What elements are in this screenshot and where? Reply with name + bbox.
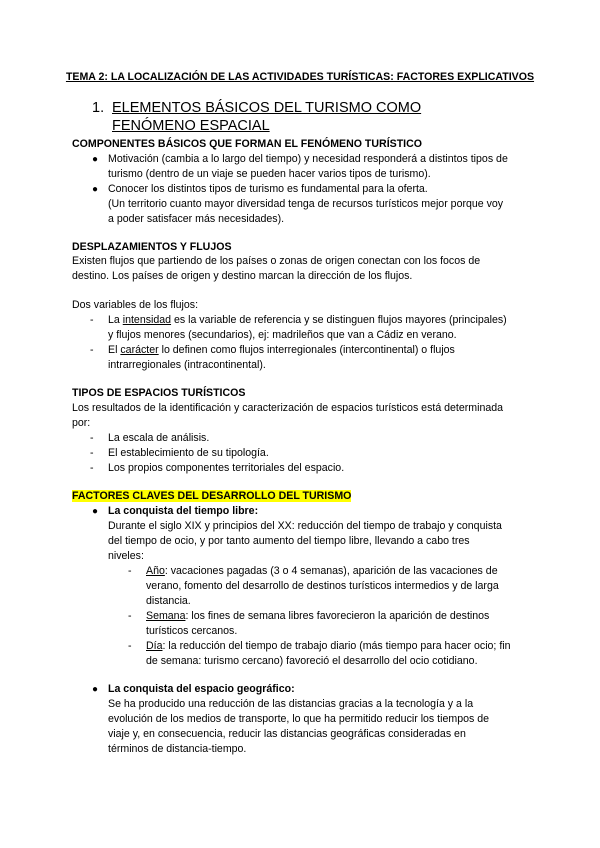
section-title: ELEMENTOS BÁSICOS DEL TURISMO COMO FENÓMENO ESPACIAL (112, 100, 422, 134)
components-bullet-1-line-2: turismo (dentro de un viaje se pueden hacer varios tipos de turismo). (108, 168, 431, 180)
bullet-icon: ● (92, 184, 99, 195)
dash-marker: - (128, 640, 132, 652)
dash-marker: - (90, 314, 94, 326)
spaces-item: La escala de análisis. (108, 432, 210, 444)
dash-marker: - (128, 610, 132, 622)
document-title: TEMA 2: LA LOCALIZACIÓN DE LAS ACTIVIDADES TURÍSTICAS: FACTORES EXPLICATIVOS (65, 71, 535, 83)
time-day-line-2: de semana: turismo cercano) favoreció el desarrollo del ocio cotidiano. (146, 655, 478, 667)
space-line-4: términos de distancia-tiempo. (108, 743, 247, 755)
time-heading: La conquista del tiempo libre: (108, 505, 259, 517)
flows-variable-2-line-2: intrarregionales (intracontinental). (108, 359, 266, 371)
spaces-heading: TIPOS DE ESPACIOS TURÍSTICOS (72, 387, 246, 399)
space-line-1: Se ha producido una reducción de las distancias gracias a la tecnología y a la (108, 698, 474, 710)
spaces-item: El establecimiento de su tipología. (108, 447, 269, 459)
bullet-icon: ● (92, 506, 99, 517)
flows-variable-2-line-1: El carácter lo definen como flujos interregionales (intercontinental) o flujos (108, 344, 455, 356)
spaces-paragraph-line-1: Los resultados de la identificación y caracterización de espacios turísticos está determinada (72, 402, 504, 414)
flows-variables-intro: Dos variables de los flujos: (72, 299, 199, 311)
dash-marker: - (90, 447, 94, 459)
time-year-line-2: verano, fomento del desarrollo de destinos turísticos intermedios y de larga (146, 580, 499, 592)
dash-marker: - (90, 432, 94, 444)
space-line-3: viaje y, en consecuencia, reducir las distancias geográficas consideradas en (108, 728, 466, 740)
space-line-2: evolución de los medios de transporte, lo que ha permitido reducir los tiempos de (108, 713, 489, 725)
time-line-3: niveles: (108, 550, 144, 562)
time-week-line-1: Semana: los fines de semana libres favorecieron la aparición de destinos (146, 610, 490, 622)
dash-marker: - (90, 462, 94, 474)
bullet-icon: ● (92, 154, 99, 165)
flows-heading: DESPLAZAMIENTOS Y FLUJOS (72, 241, 232, 253)
spaces-item: Los propios componentes territoriales del espacio. (108, 462, 345, 474)
components-bullet-1-line-1: Motivación (cambia a lo largo del tiempo) y necesidad responderá a distintos tipos de (108, 153, 508, 165)
components-bullet-2-line-3: a poder satisfacer más necesidades). (108, 213, 285, 225)
dash-marker: - (128, 565, 132, 577)
time-year-line-3: distancia. (146, 595, 191, 607)
flows-variable-1-line-2: y flujos menores (secundarios), ej: madrileños que van a Cádiz en verano. (108, 329, 457, 341)
time-week-line-2: turísticos cercanos. (146, 625, 238, 637)
time-year-line-1: Año: vacaciones pagadas (3 o 4 semanas), aparición de las vacaciones de (146, 565, 498, 577)
flows-paragraph-line-1: Existen flujos que partiendo de los países o zonas de origen conectan con los focos de (72, 255, 481, 267)
time-day-line-1: Día: la reducción del tiempo de trabajo diario (más tiempo para hacer ocio; fin (146, 640, 511, 652)
space-heading: La conquista del espacio geográfico: (108, 683, 295, 695)
components-bullet-2-line-1: Conocer los distintos tipos de turismo es fundamental para la oferta. (108, 183, 428, 195)
time-line-1: Durante el siglo XIX y principios del XX: reducción del tiempo de trabajo y conquista (108, 520, 502, 532)
spaces-paragraph-line-2: por: (72, 417, 91, 429)
components-heading: COMPONENTES BÁSICOS QUE FORMAN EL FENÓMENO TURÍSTICO (72, 138, 423, 150)
components-bullet-2-line-2: (Un territorio cuanto mayor diversidad tenga de recursos turísticos mejor porque voy (108, 198, 504, 210)
bullet-icon: ● (92, 684, 99, 695)
dash-marker: - (90, 344, 94, 356)
time-line-2: del tiempo de ocio, y por tanto aumento del tiempo libre, llevando a cabo tres (108, 535, 470, 547)
flows-paragraph-line-2: destino. Los países de origen y destino marcan la dirección de los flujos. (72, 270, 413, 282)
factors-heading: FACTORES CLAVES DEL DESARROLLO DEL TURISMO (72, 490, 352, 502)
flows-variable-1-line-1: La intensidad es la variable de referencia y se distinguen flujos mayores (principales) (108, 314, 507, 326)
section-number: 1. (92, 100, 105, 116)
